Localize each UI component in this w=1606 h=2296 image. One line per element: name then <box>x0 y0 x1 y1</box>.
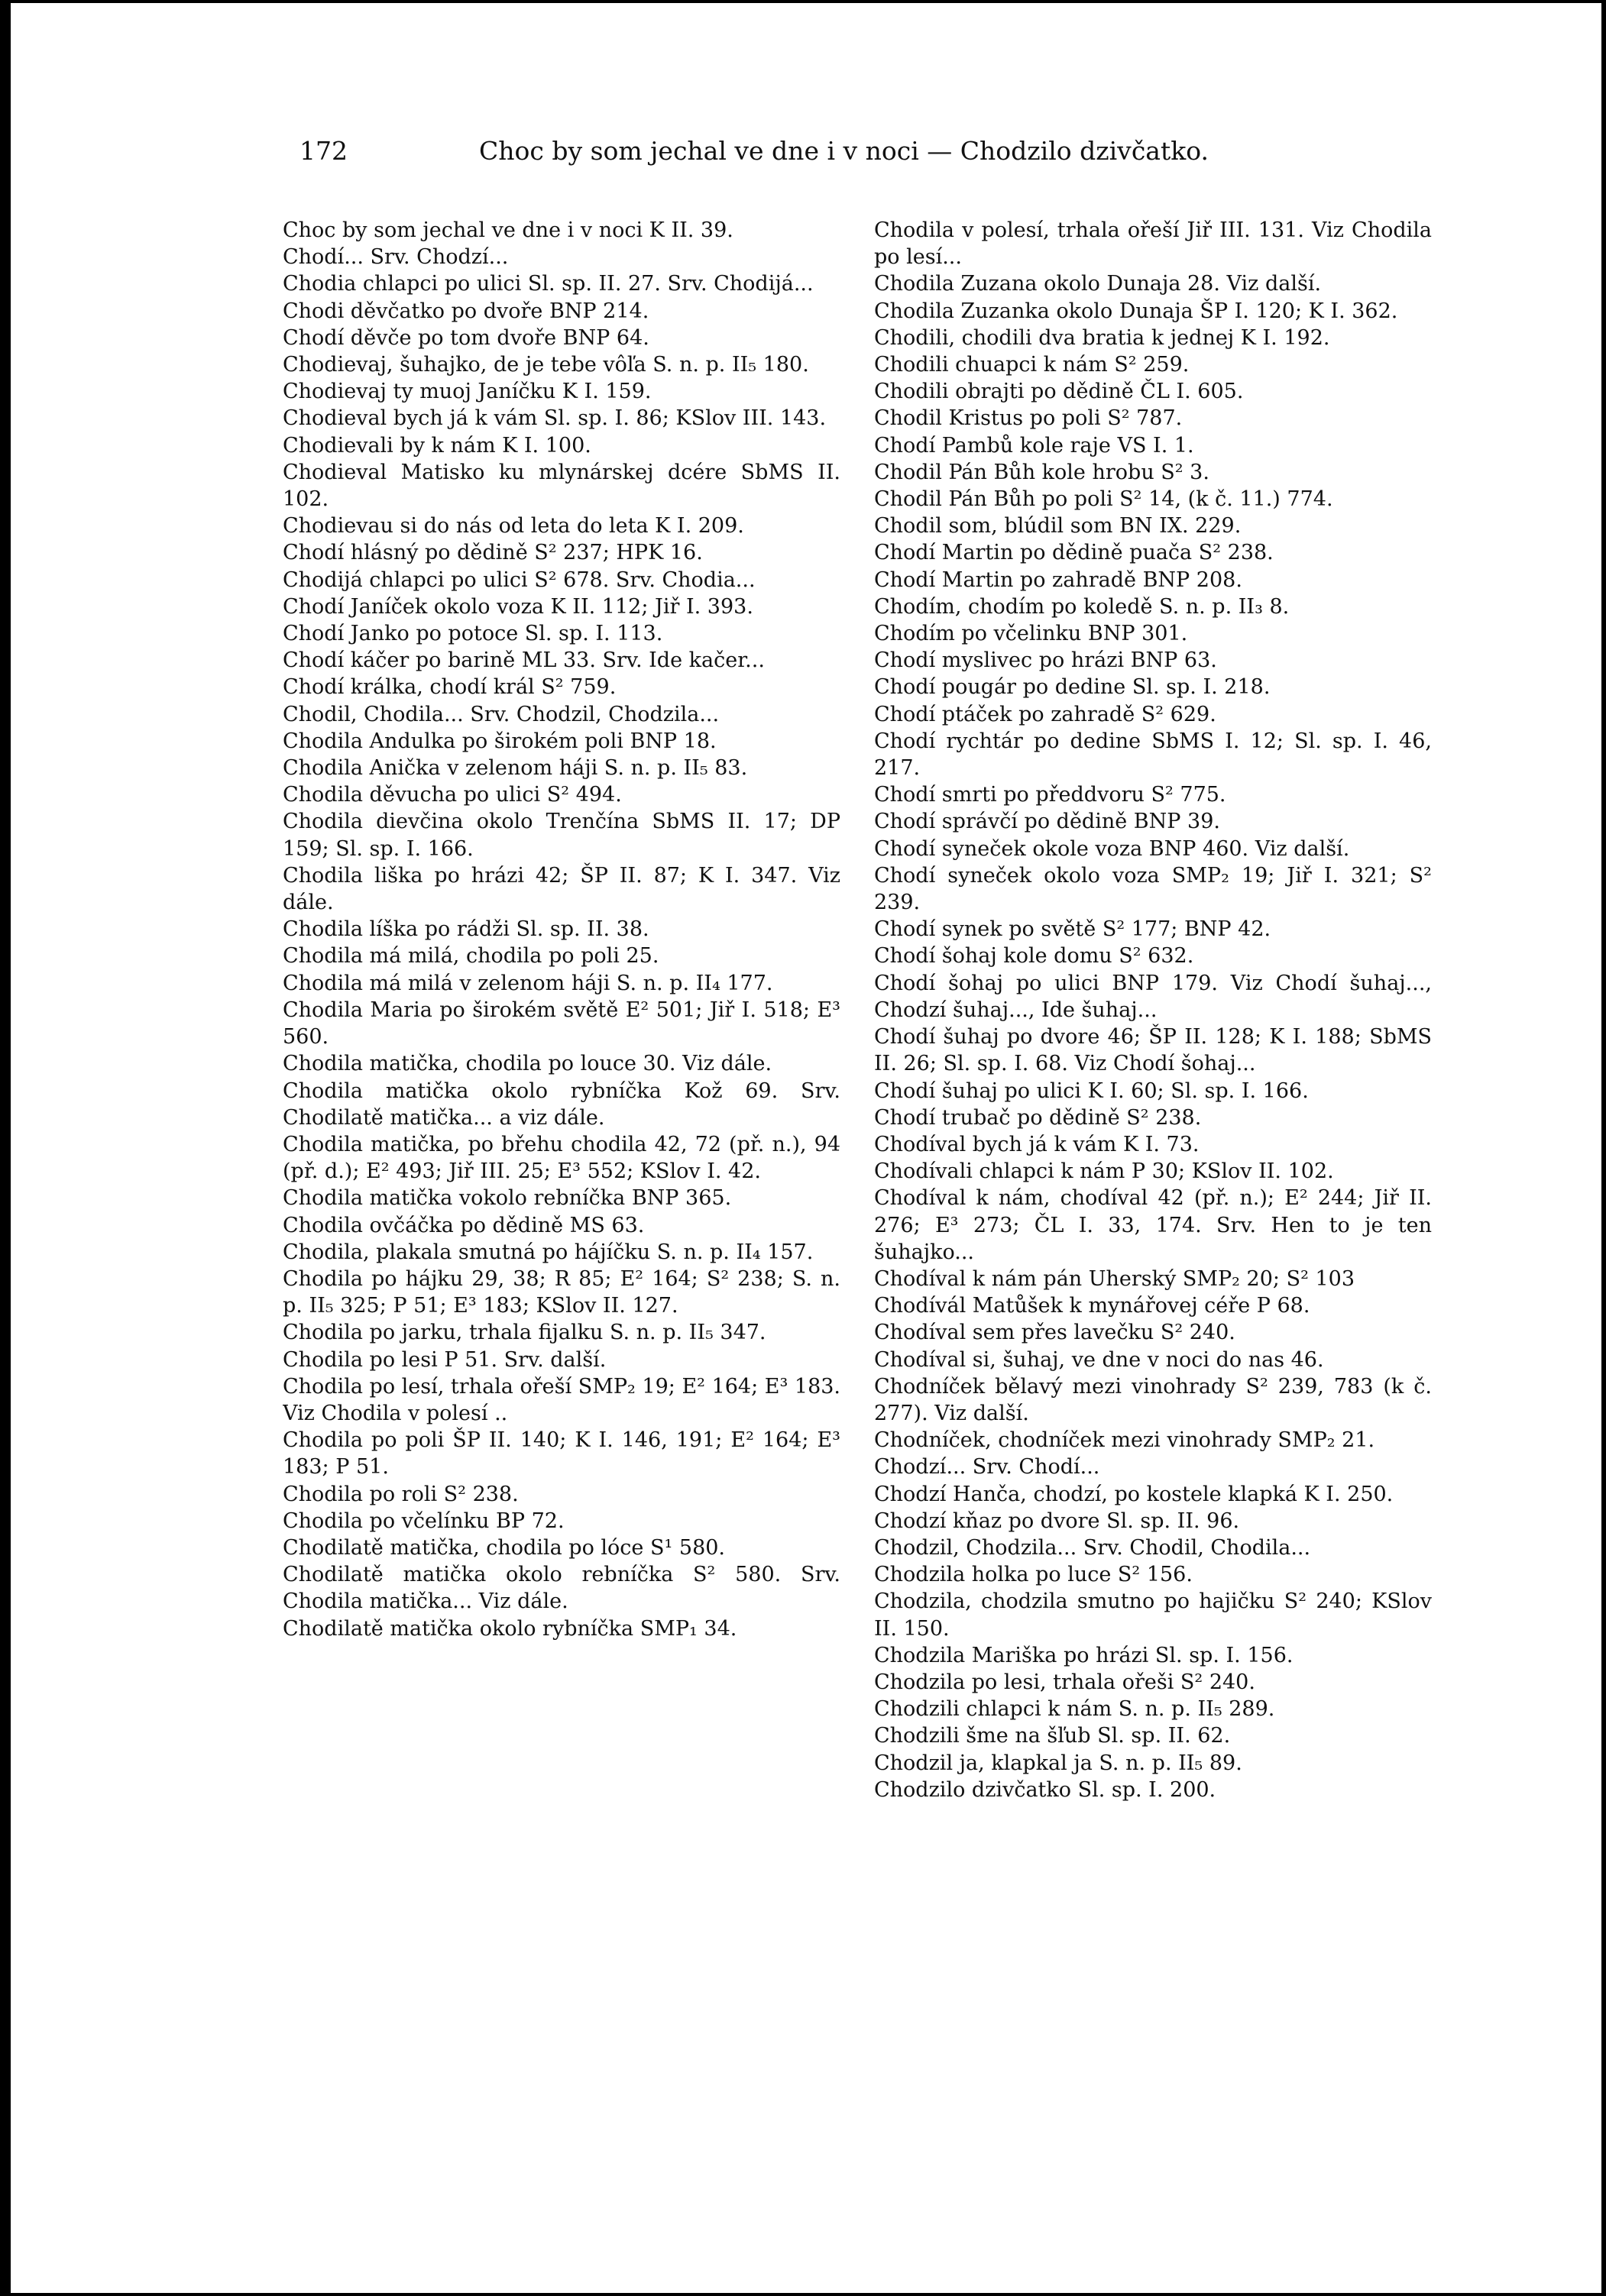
index-entry: Chodívali chlapci k nám P 30; KSlov II. 102. <box>874 1159 1334 1184</box>
index-entry: Chodzili šme na šľub Sl. sp. II. 62. <box>874 1724 1231 1748</box>
index-entry: Chodzila Mariška po hrázi Sl. sp. I. 156. <box>874 1643 1294 1667</box>
index-entry: Chodil Pán Bůh po poli S² 14, (k č. 11.) 774. <box>874 487 1333 512</box>
index-entry: Chodívál Matůšek k mynářovej céře P 68. <box>874 1294 1310 1318</box>
index-entry: Chodíval bych já k vám K I. 73. <box>874 1132 1200 1156</box>
index-entry: Chodíval k nám pán Uherský SMP₂ 20; S² 103 <box>874 1266 1355 1291</box>
index-entry: Chodzí... Srv. Chodí... <box>874 1455 1100 1479</box>
index-entry: Chodila po jarku, trhala fijalku S. n. p. II₅ 347. <box>283 1321 766 1345</box>
index-entry: Chodzila holka po luce S² 156. <box>874 1563 1193 1587</box>
index-entry: Chodil, Chodila... Srv. Chodzil, Chodzila... <box>283 702 720 726</box>
index-entry: Chodníček bělavý mezi vinohrady S² 239, 783 (k č. 277). Viz další. <box>874 1374 1432 1425</box>
index-entry: Chodí Martin po dědině puača S² 238. <box>874 541 1274 565</box>
index-entry: Chodia chlapci po ulici Sl. sp. II. 27. Srv. Chodijá... <box>283 272 814 296</box>
index-entry: Chodila v polesí, trhala ořeší Jiř III. 131. Viz Chodila po lesí... <box>874 218 1432 270</box>
index-entry: Chodieval Matisko ku mlynárskej dcére SbMS II. 102. <box>283 460 840 512</box>
running-header <box>300 136 1323 170</box>
index-entry: Chodníček, chodníček mezi vinohrady SMP₂ 21. <box>874 1428 1375 1453</box>
index-entry: Chodila Zuzanka okolo Dunaja ŠP I. 120; K I. 362. <box>874 299 1398 323</box>
index-entry: Chodí Janíček okolo voza K II. 112; Jiř I. 393. <box>283 594 753 619</box>
index-entry: Chodieval bych já k vám Sl. sp. I. 86; KSlov III. 143. <box>283 406 827 431</box>
index-entry: Chodila po poli ŠP II. 140; K I. 146, 191; E² 164; E³ 183; P 51. <box>283 1428 840 1479</box>
index-entry: Chodí smrti po předdvoru S² 775. <box>874 783 1226 807</box>
index-entry: Choc by som jechal ve dne i v noci K II. 39. <box>283 218 733 242</box>
index-entry: Chodila Maria po širokém světě E² 501; Jiř I. 518; E³ 560. <box>283 998 840 1049</box>
index-entry: Chodzila po lesi, trhala ořeši S² 240. <box>874 1670 1255 1694</box>
index-entry: Chodijá chlapci po ulici S² 678. Srv. Chodia... <box>283 568 756 592</box>
index-entry: Chodzí kňaz po dvore Sl. sp. II. 96. <box>874 1509 1240 1533</box>
index-entry: Chodzilo dzivčatko Sl. sp. I. 200. <box>874 1777 1216 1802</box>
index-entry: Chodila má milá v zelenom háji S. n. p. II₄ 177. <box>283 971 773 995</box>
index-entry: Chodíval k nám, chodíval 42 (př. n.); E² 244; Jiř II. 276; E³ 273; ČL I. 33, 174. Srv. Hen to je ten šuhajko... <box>874 1186 1432 1264</box>
index-column-left <box>283 217 840 2035</box>
index-list-left <box>283 217 840 1642</box>
index-column-right <box>874 217 1432 2035</box>
index-entry: Chodila matička vokolo rebníčka BNP 365. <box>283 1186 732 1211</box>
index-entry: Chodzil ja, klapkal ja S. n. p. II₅ 89. <box>874 1751 1242 1775</box>
index-entry: Chodil som, blúdil som BN IX. 229. <box>874 514 1242 538</box>
index-entry: Chodí Pambů kole raje VS I. 1. <box>874 433 1194 458</box>
index-entry: Chodí pougár po dedine Sl. sp. I. 218. <box>874 675 1271 700</box>
index-entry: Chodila matička, po břehu chodila 42, 72 (př. n.), 94 (př. d.); E² 493; Jiř III. 25; E³ 552; KSlov I. 42. <box>283 1132 840 1184</box>
page-number: 172 <box>300 136 348 166</box>
index-entry: Chodili chuapci k nám S² 259. <box>874 353 1190 377</box>
index-entry: Chodím, chodím po koledě S. n. p. II₃ 8. <box>874 594 1290 619</box>
index-entry: Chodíval sem přes lavečku S² 240. <box>874 1321 1235 1345</box>
index-entry: Chodí trubač po dědině S² 238. <box>874 1105 1202 1130</box>
index-entry: Chodí šuhaj po ulici K I. 60; Sl. sp. I. 166. <box>874 1078 1309 1103</box>
index-entry: Chodzila, chodzila smutno po hajičku S² 240; KSlov II. 150. <box>874 1589 1432 1641</box>
index-entry: Chodila matička okolo rybníčka Kož 69. Srv. Chodilatě matička... a viz dále. <box>283 1078 840 1130</box>
index-entry: Chodila Zuzana okolo Dunaja 28. Viz další. <box>874 272 1322 296</box>
index-entry: Chodievaj, šuhajko, de je tebe vôľa S. n. p. II₅ 180. <box>283 353 809 377</box>
index-entry: Chodievaj ty muoj Janíčku K I. 159. <box>283 380 652 404</box>
index-entry: Chodí šohaj po ulici BNP 179. Viz Chodí šuhaj..., Chodzí šuhaj..., Ide šuhaj... <box>874 971 1432 1022</box>
index-entry: Chodí děvče po tom dvoře BNP 64. <box>283 325 649 350</box>
index-list-right <box>874 217 1432 1803</box>
index-entry: Chodzili chlapci k nám S. n. p. II₅ 289. <box>874 1697 1275 1722</box>
index-entry: Chodila matička, chodila po louce 30. Viz dále. <box>283 1052 772 1076</box>
index-entry: Chodila po hájku 29, 38; R 85; E² 164; S² 238; S. n. p. II₅ 325; P 51; E³ 183; KSlov II. 127. <box>283 1266 840 1318</box>
index-entry: Chodili, chodili dva bratia k jednej K I. 192. <box>874 325 1330 350</box>
running-title: Choc by som jechal ve dne i v noci — Chodzilo dzivčatko. <box>479 136 1209 166</box>
index-entry: Chodí správčí po dědině BNP 39. <box>874 810 1220 834</box>
index-entry: Chodila má milá, chodila po poli 25. <box>283 944 659 969</box>
index-entry: Chodí synek po světě S² 177; BNP 42. <box>874 917 1271 942</box>
index-entry: Chodila Anička v zelenom háji S. n. p. II₅ 83. <box>283 756 748 781</box>
index-entry: Chodí káčer po barině ML 33. Srv. Ide kačer... <box>283 648 765 673</box>
index-entry: Chodí syneček okolo voza SMP₂ 19; Jiř I. 321; S² 239. <box>874 863 1432 915</box>
index-entry: Chodila, plakala smutná po hájíčku S. n. p. II₄ 157. <box>283 1240 814 1264</box>
index-entry: Chodila liška po hrázi 42; ŠP II. 87; K I. 347. Viz dále. <box>283 863 840 915</box>
index-entry: Chodí šuhaj po dvore 46; ŠP II. 128; K I. 188; SbMS II. 26; Sl. sp. I. 68. Viz Chodí šohaj... <box>874 1025 1432 1076</box>
index-entry: Chodil Pán Bůh kole hrobu S² 3. <box>874 460 1209 484</box>
index-entry: Chodí syneček okole voza BNP 460. Viz další. <box>874 836 1350 861</box>
index-entry: Chodí hlásný po dědině S² 237; HPK 16. <box>283 541 703 565</box>
index-entry: Chodilatě matička, chodila po lóce S¹ 580. <box>283 1535 726 1560</box>
index-entry: Chodila po lesí, trhala ořeší SMP₂ 19; E² 164; E³ 183. Viz Chodila v polesí .. <box>283 1374 840 1425</box>
index-entry: Chodí ptáček po zahradě S² 629. <box>874 702 1216 726</box>
index-entry: Chodí králka, chodí král S² 759. <box>283 675 617 700</box>
index-entry: Chodila po roli S² 238. <box>283 1482 519 1506</box>
index-entry: Chodila dievčina okolo Trenčína SbMS II. 17; DP 159; Sl. sp. I. 166. <box>283 810 840 861</box>
index-entry: Chodili obrajti po dědině ČL I. 605. <box>874 380 1244 404</box>
index-entry: Chodí Martin po zahradě BNP 208. <box>874 568 1242 592</box>
index-entry: Chodila ovčáčka po dědině MS 63. <box>283 1213 645 1237</box>
index-entry: Chodievali by k nám K I. 100. <box>283 433 591 458</box>
index-entry: Chodila líška po rádži Sl. sp. II. 38. <box>283 917 649 942</box>
index-entry: Chodila po včelínku BP 72. <box>283 1509 565 1533</box>
index-entry: Chodila Andulka po širokém poli BNP 18. <box>283 729 717 753</box>
index-entry: Chodím po včelinku BNP 301. <box>874 622 1188 646</box>
index-entry: Chodí... Srv. Chodzí... <box>283 245 509 270</box>
index-entry: Chodil Kristus po poli S² 787. <box>874 406 1183 431</box>
index-entry: Chodzí Hanča, chodzí, po kostele klapká K I. 250. <box>874 1482 1394 1506</box>
index-entry: Chodí šohaj kole domu S² 632. <box>874 944 1194 969</box>
index-entry: Chodí myslivec po hrázi BNP 63. <box>874 648 1217 673</box>
index-entry: Chodi děvčatko po dvoře BNP 214. <box>283 299 649 323</box>
index-entry: Chodievau si do nás od leta do leta K I. 209. <box>283 514 744 538</box>
index-entry: Chodí rychtár po dedine SbMS I. 12; Sl. sp. I. 46, 217. <box>874 729 1432 781</box>
index-entry: Chodí Janko po potoce Sl. sp. I. 113. <box>283 622 663 646</box>
index-entry: Chodíval si, šuhaj, ve dne v noci do nas 46. <box>874 1347 1324 1372</box>
book-page <box>11 3 1601 2293</box>
index-entry: Chodila děvucha po ulici S² 494. <box>283 783 622 807</box>
index-entry: Chodzil, Chodzila... Srv. Chodil, Chodila... <box>874 1535 1311 1560</box>
index-entry: Chodilatě matička okolo rebníčka S² 580. Srv. Chodila matička... Viz dále. <box>283 1563 840 1614</box>
index-entry: Chodilatě matička okolo rybníčka SMP₁ 34. <box>283 1616 737 1641</box>
index-entry: Chodila po lesi P 51. Srv. další. <box>283 1347 607 1372</box>
